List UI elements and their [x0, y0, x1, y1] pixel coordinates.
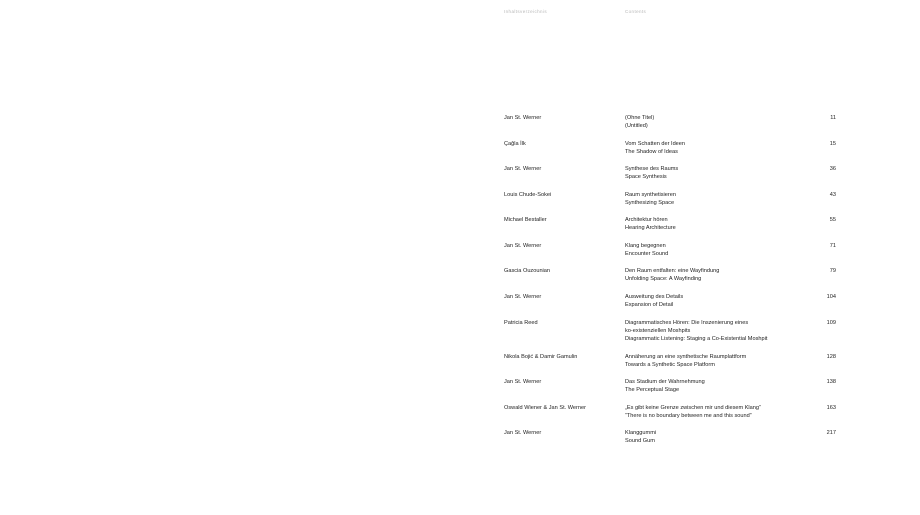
toc-author: Oswald Wiener & Jan St. Werner: [504, 405, 586, 411]
toc-page-number: 36: [829, 166, 836, 172]
toc-author: Nikola Bojić & Damir Gamulin: [504, 354, 578, 360]
toc-author: Patricia Reed: [504, 320, 538, 326]
toc-title-english: Space Synthesis: [625, 174, 667, 180]
toc-page-number: 104: [826, 294, 836, 300]
toc-author: Jan St. Werner: [504, 294, 542, 300]
toc-author: Gascia Ouzounian: [504, 268, 551, 274]
toc-page-number: 71: [829, 243, 836, 249]
toc-page-number: 79: [829, 268, 836, 274]
toc-author: Jan St. Werner: [504, 379, 542, 385]
toc-page-number: 163: [826, 405, 836, 411]
toc-page-number: 109: [826, 320, 836, 326]
toc-author: Jan St. Werner: [504, 166, 542, 172]
toc-title-english: The Perceptual Stage: [625, 387, 680, 393]
toc-title-english: (Untitled): [625, 123, 648, 129]
toc-title-english: Hearing Architecture: [625, 225, 676, 231]
toc-title-german: Klang begegnen: [625, 243, 666, 249]
toc-title-german: Das Stadium der Wahrnehmung: [625, 379, 705, 385]
toc-title-english: Expansion of Detail: [625, 302, 674, 308]
toc-title-english: Diagrammatic Listening: Staging a Co-Existential Moshpit: [625, 336, 768, 342]
toc-author: Jan St. Werner: [504, 115, 542, 121]
toc-title-german: Vom Schatten der Ideen: [625, 141, 686, 147]
toc-title-german: Synthese des Raums: [625, 166, 679, 172]
toc-title-english: Sound Gum: [625, 438, 655, 444]
toc-title-german: ko-existenziellen Moshpits: [625, 328, 691, 334]
toc-title-english: The Shadow of Ideas: [625, 149, 678, 155]
toc-page-number: 128: [826, 354, 836, 360]
toc-page-number: 43: [829, 192, 836, 198]
toc-title-english: Synthesizing Space: [625, 200, 675, 206]
toc-title-german: Den Raum entfalten: eine Wayfindung: [625, 268, 720, 274]
toc-title-german: „Es gibt keine Grenze zwischen mir und diesem Klang“: [625, 405, 761, 411]
toc-page-number: 11: [830, 115, 836, 121]
toc-title-english: Unfolding Space: A Wayfinding: [625, 276, 702, 282]
toc-title-english: “There is no boundary between me and this sound”: [625, 413, 752, 419]
toc-title-german: Klanggummi: [625, 430, 657, 436]
toc-page-number: 217: [826, 430, 836, 436]
toc-title-german: (Ohne Titel): [625, 115, 655, 121]
toc-title-german: Raum synthetisieren: [625, 192, 676, 198]
toc-author: Jan St. Werner: [504, 243, 542, 249]
toc-page-number: 15: [829, 141, 836, 147]
toc-page-number: 138: [826, 379, 836, 385]
toc-title-english: Towards a Synthetic Space Platform: [625, 362, 715, 368]
toc-title-english: Encounter Sound: [625, 251, 669, 257]
toc-title-german: Architektur hören: [625, 217, 668, 223]
running-header-right: Contents: [625, 9, 647, 14]
toc-author: Jan St. Werner: [504, 430, 542, 436]
toc-page-number: 55: [829, 217, 836, 223]
running-header-left: Inhaltsverzeichnis: [504, 9, 547, 14]
toc-title-german: Ausweitung des Details: [625, 294, 684, 300]
toc-author: Michael Bestaller: [504, 217, 547, 223]
toc-title-german: Annäherung an eine synthetische Raumplattform: [625, 354, 747, 360]
toc-author: Çağla İlk: [504, 141, 526, 147]
toc-author: Louis Chude-Sokei: [504, 192, 552, 198]
toc-title-german: Diagrammatisches Hören: Die Inszenierung eines: [625, 320, 749, 326]
